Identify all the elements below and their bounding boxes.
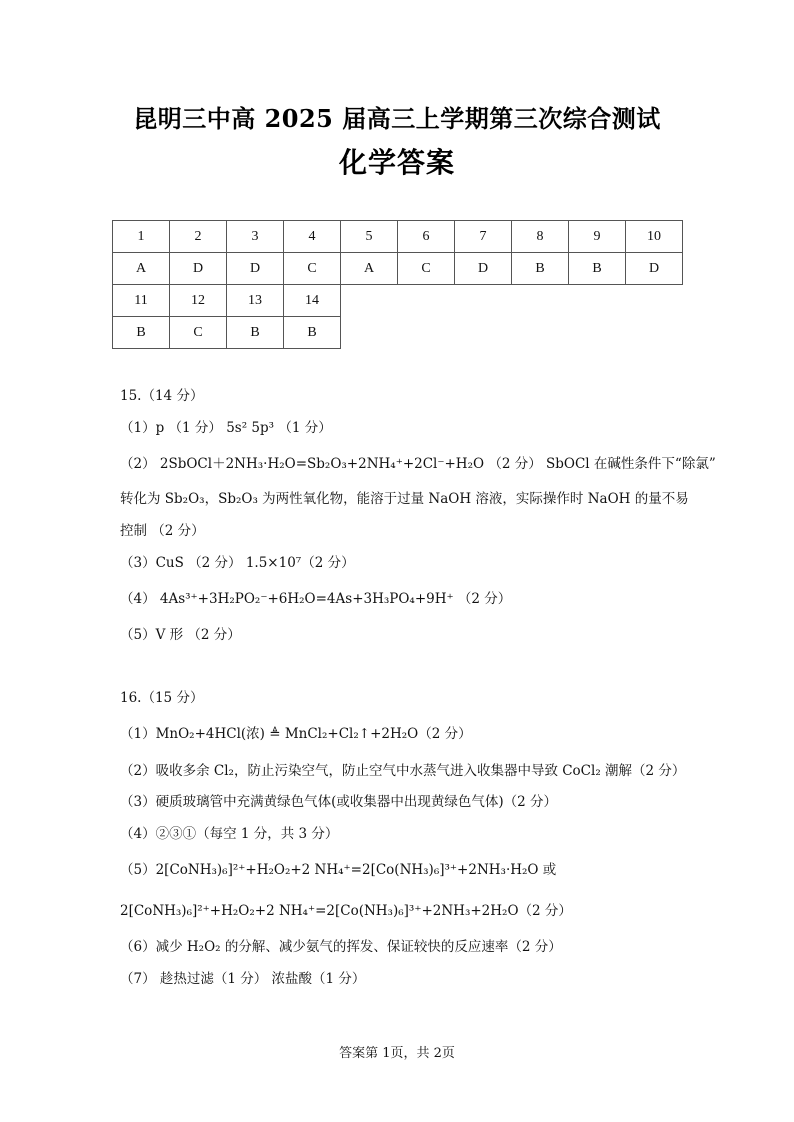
empty-cell bbox=[341, 317, 683, 349]
q16-part6: （6）减少 H₂O₂ 的分解、减少氨气的挥发、保证较快的反应速率（2 分） bbox=[120, 939, 562, 955]
page-footer: 答案第 1页，共 2页 bbox=[339, 1046, 455, 1061]
table-row bbox=[113, 221, 683, 253]
q16-part7: （7） 趁热过滤（1 分） 浓盐酸（1 分） bbox=[120, 971, 366, 987]
q15-part3: （3）CuS （2 分） 1.5×10⁷（2 分） bbox=[120, 555, 355, 571]
question-number-cell: 13 bbox=[227, 285, 284, 317]
q16-part5-line2: 2[CoNH₃)₆]²⁺+H₂O₂+2 NH₄⁺=2[Co(NH₃)₆]³⁺+2NH₃+2H₂O（2 分） bbox=[120, 903, 572, 919]
question-number-cell: 7 bbox=[455, 221, 512, 253]
q15-part1: （1）p （1 分） 5s² 5p³ （1 分） bbox=[120, 420, 332, 436]
answer-cell: B bbox=[569, 253, 626, 285]
answer-cell: B bbox=[512, 253, 569, 285]
question-number-cell: 5 bbox=[341, 221, 398, 253]
answer-cell: B bbox=[113, 317, 170, 349]
q15-heading: 15.（14 分） bbox=[120, 388, 204, 404]
q16-part4: （4）②③①（每空 1 分，共 3 分） bbox=[120, 826, 339, 842]
answer-cell: B bbox=[284, 317, 341, 349]
question-number-cell: 11 bbox=[113, 285, 170, 317]
document-subtitle: 化学答案 bbox=[338, 146, 455, 179]
q15-part2-line1: （2） 2SbOCl＋2NH₃·H₂O=Sb₂O₃+2NH₄⁺+2Cl⁻+H₂O （2 分） SbOCl 在碱性条件下“除氯” bbox=[120, 456, 716, 472]
answer-cell: D bbox=[626, 253, 683, 285]
q16-part2: （2）吸收多余 Cl₂，防止污染空气，防止空气中水蒸气进入收集器中导致 CoCl₂ 潮解（2 分） bbox=[120, 763, 686, 779]
question-number-cell: 14 bbox=[284, 285, 341, 317]
answer-cell: D bbox=[455, 253, 512, 285]
q15-part2-line3: 控制 （2 分） bbox=[120, 523, 205, 539]
q16-part1: （1）MnO₂+4HCl(浓) ≜ MnCl₂+Cl₂↑+2H₂O（2 分） bbox=[120, 726, 472, 742]
question-number-cell: 8 bbox=[512, 221, 569, 253]
document-title: 昆明三中高 2025 届高三上学期第三次综合测试 bbox=[133, 104, 661, 133]
answer-cell: D bbox=[227, 253, 284, 285]
answer-cell: C bbox=[398, 253, 455, 285]
question-number-cell: 3 bbox=[227, 221, 284, 253]
q16-part5-line1: （5）2[CoNH₃)₆]²⁺+H₂O₂+2 NH₄⁺=2[Co(NH₃)₆]³⁺+2NH₃·H₂O 或 bbox=[120, 862, 557, 878]
question-number-cell: 9 bbox=[569, 221, 626, 253]
question-number-cell: 12 bbox=[170, 285, 227, 317]
question-number-cell: 1 bbox=[113, 221, 170, 253]
q15-part5: （5）V 形 （2 分） bbox=[120, 627, 241, 643]
q16-part3: （3）硬质玻璃管中充满黄绿色气体(或收集器中出现黄绿色气体)（2 分） bbox=[120, 794, 558, 810]
answer-table bbox=[112, 220, 683, 349]
answer-cell: A bbox=[113, 253, 170, 285]
question-number-cell: 6 bbox=[398, 221, 455, 253]
question-number-cell: 2 bbox=[170, 221, 227, 253]
q16-heading: 16.（15 分） bbox=[120, 690, 204, 706]
answer-cell: C bbox=[170, 317, 227, 349]
q15-part2-line2: 转化为 Sb₂O₃，Sb₂O₃ 为两性氧化物，能溶于过量 NaOH 溶液，实际操作时 NaOH 的量不易 bbox=[120, 491, 689, 507]
question-number-cell: 10 bbox=[626, 221, 683, 253]
empty-cell bbox=[341, 285, 683, 317]
table-row bbox=[113, 317, 683, 349]
table-row bbox=[113, 285, 683, 317]
answer-cell: B bbox=[227, 317, 284, 349]
answer-cell: A bbox=[341, 253, 398, 285]
question-number-cell: 4 bbox=[284, 221, 341, 253]
answer-cell: D bbox=[170, 253, 227, 285]
q15-part4: （4） 4As³⁺+3H₂PO₂⁻+6H₂O=4As+3H₃PO₄+9H⁺ （2 分） bbox=[120, 591, 512, 607]
table-row bbox=[113, 253, 683, 285]
answer-cell: C bbox=[284, 253, 341, 285]
